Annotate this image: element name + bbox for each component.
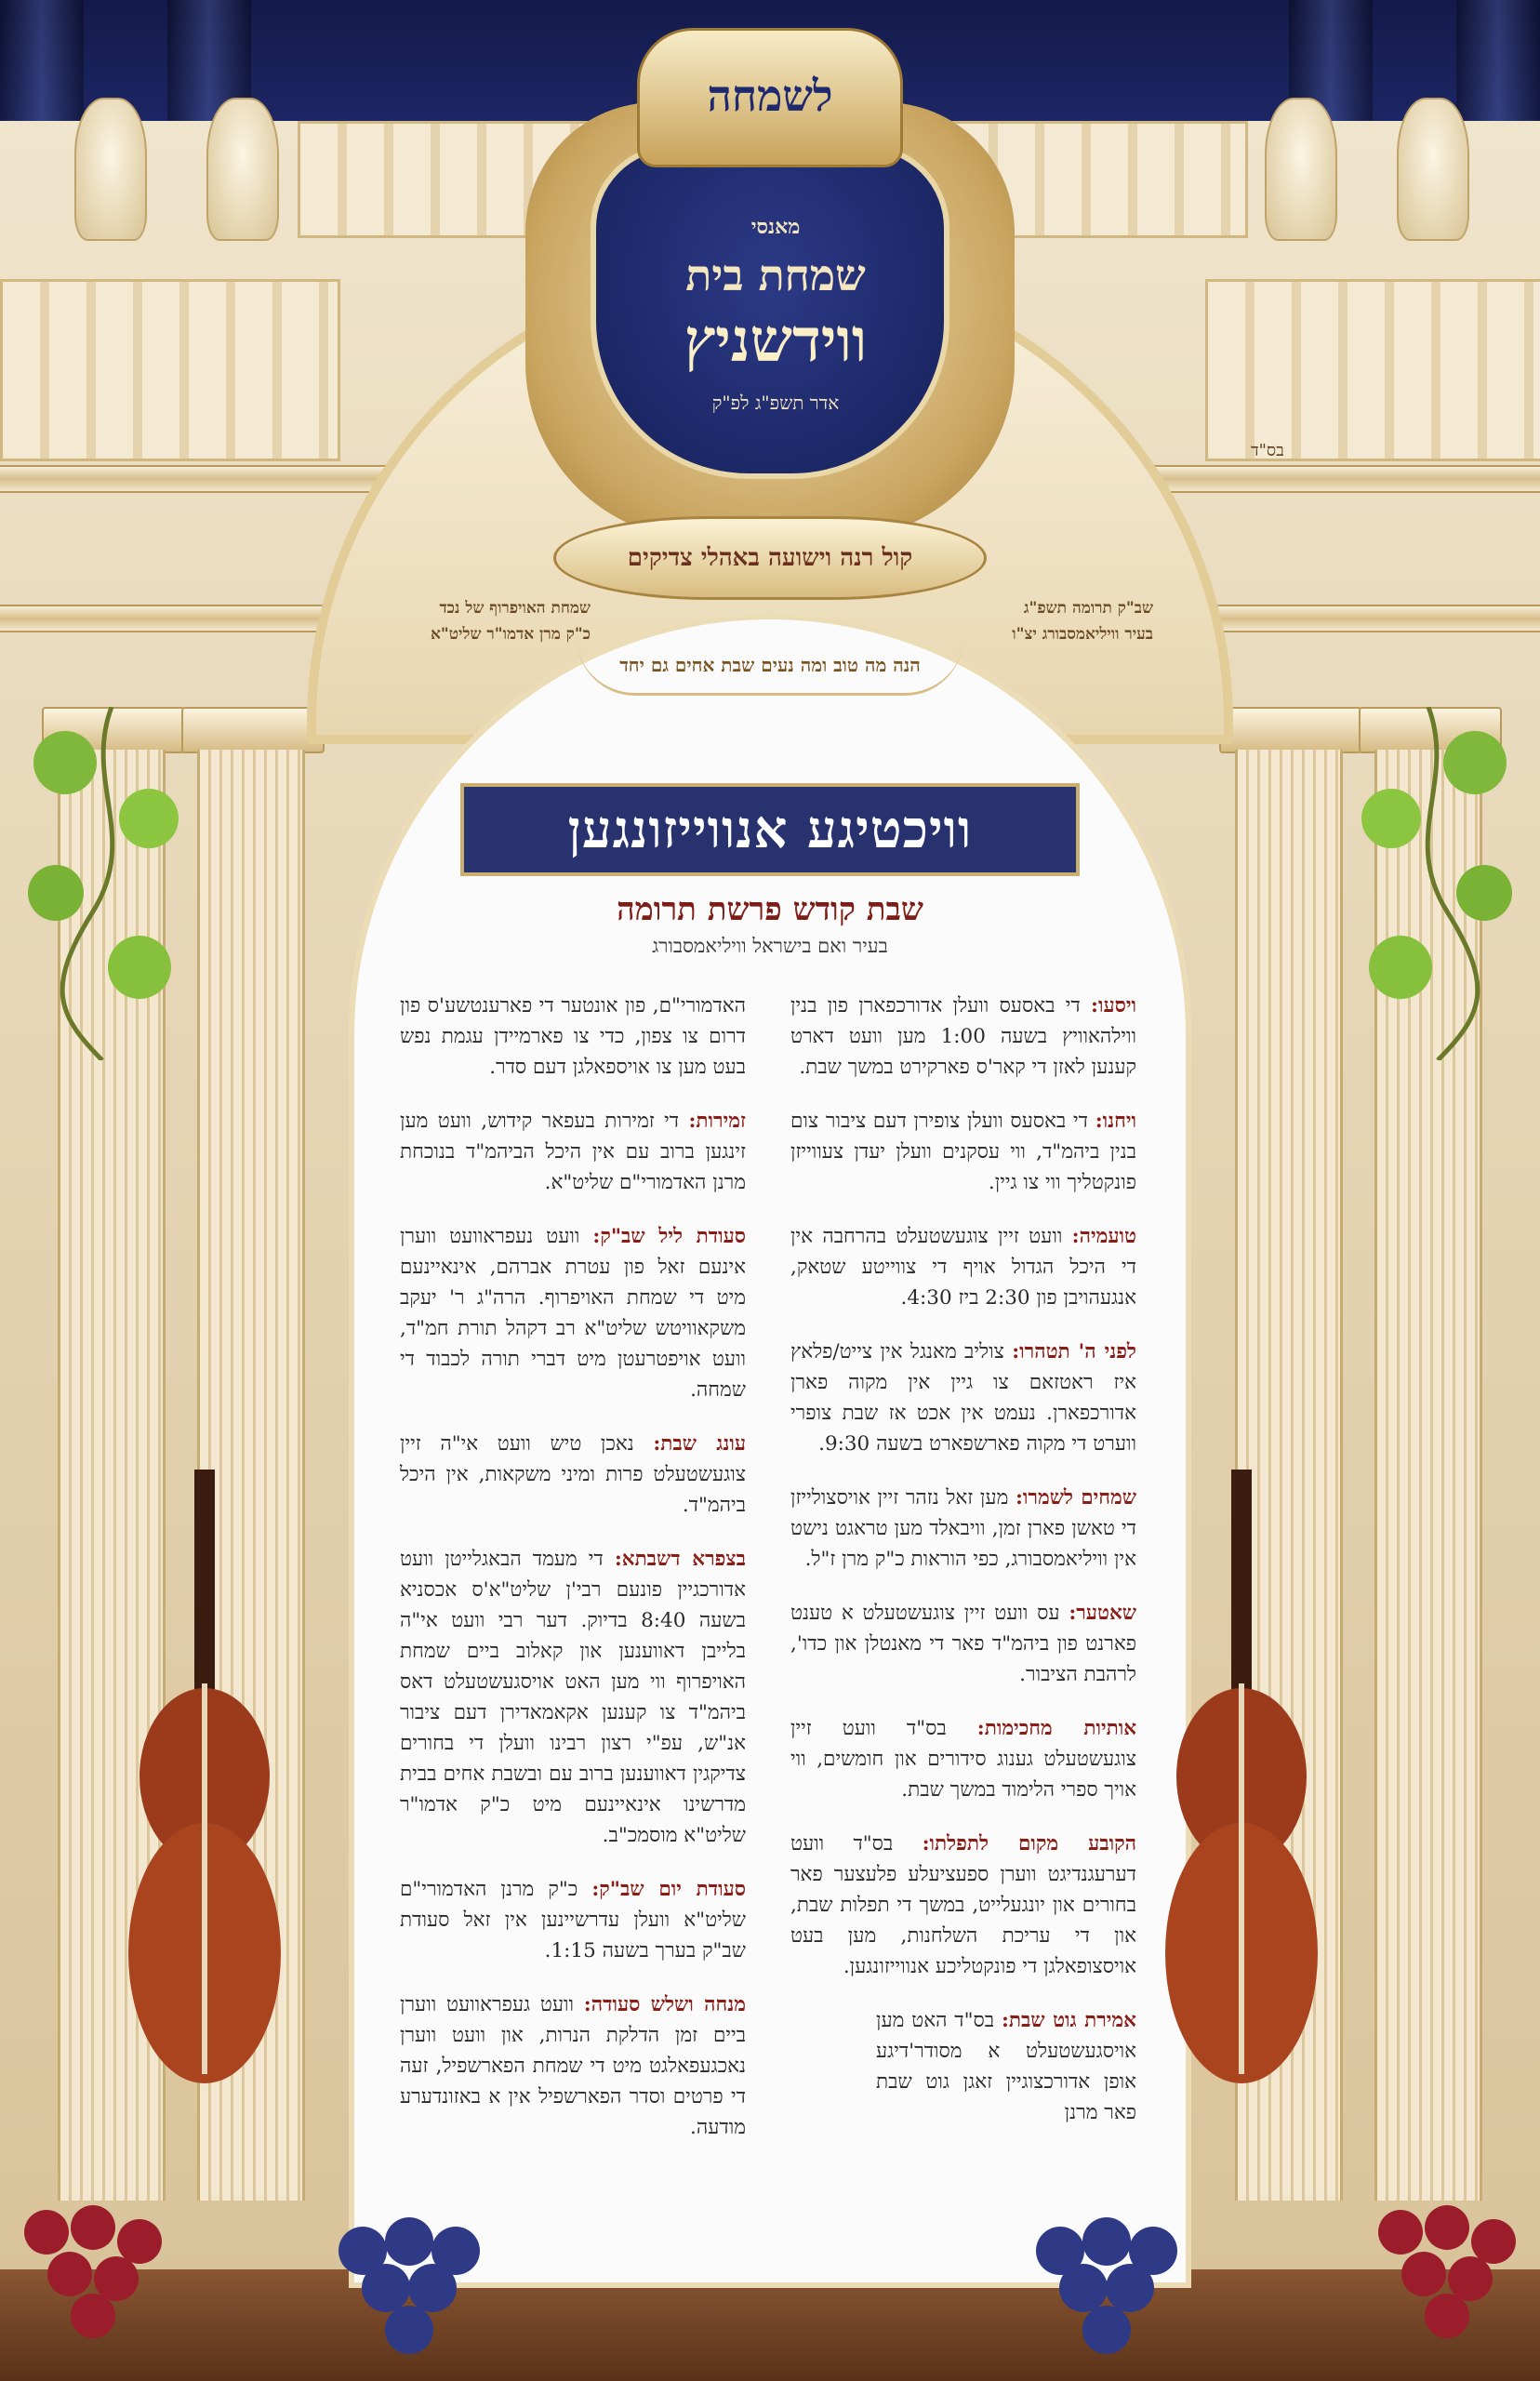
side-note-left (377, 595, 591, 647)
urn-ornament (1265, 98, 1337, 241)
notice-paragraph (876, 2005, 1136, 2128)
motto-banner: הנה מה טוב ומה נעים שבת אחים גם יחד (577, 637, 963, 696)
notice-text: וועט געפראוועט ווערן ביים זמן הדלקת הנרות, און וועט ווערן נאכגעפאלגט מיט די שמחת הפארשפיל, זעה די פרטים וסדר הפארשפיל אין א באזונדערע מודעה. (400, 1993, 746, 2139)
notice-text: נאכן טיש וועט אי"ה זיין צוגעשטעלט פרות ומיני משקאות, אין היכל ביהמ"ד. (400, 1432, 746, 1517)
notice-text: עס וועט זיין צוגעשטעלט א טענט פארנט פון ביהמ"ד פאר די מאנטלן און כדו', לרהבת הציבור. (790, 1602, 1136, 1686)
subtitle: שבת קודש פרשת תרומה (617, 891, 923, 928)
notice-label: אותיות מחכימות: (976, 1717, 1136, 1740)
notice-text: וועט נעפראוועט ווערן אינעם זאל פון עטרת אברהם, אינאיינעם מיט די שמחת האויפרוף. הרה"ג ר' יעקב משקאוויטש שליט"א רב דקהל תורת חמ"ד, וועט אויפטרעטן מיט דברי תורה לכבוד די שמחה. (400, 1225, 746, 1402)
notice-paragraph (790, 1106, 1136, 1198)
crest-line2: ווידשניץ (684, 306, 868, 376)
notice-label: טועמיה: (1071, 1225, 1136, 1248)
notice-label: שמחים לשמרו: (1015, 1486, 1136, 1510)
side-note-right-line2: בעיר וויליאמסבורג יצ"ו (1012, 625, 1153, 644)
bsd-mark: בס"ד (1251, 441, 1284, 460)
notice-paragraph (400, 1544, 746, 1851)
urn-ornament (1397, 98, 1469, 241)
notice-paragraph (790, 991, 1136, 1083)
notice-paragraph (400, 1874, 746, 1966)
notice-text: די מעמד הבאגלייטן וועט אדורכגיין פונעם רבי'ן שליט"א'ס אכסניא בשעה 8:40 בדיוק. דער רבי וועט אי"ה בלייבן דאווענען און קאלוב ביים שמחת האויפרוף ווי מען האט אויסגעשטעלט דאס ביהמ"ד צו קענען אקאמאדירן דעם ציבור אנ"ש, עפ"י רצון רבינו וועלן די בחורים צדיקגין דאווענען ברוב עם ובשבת אחים בבית מדרשינו אינאיינעם מיט כ"ק אדמו"ר שליט"א מוסמכ"ב. (400, 1548, 746, 1847)
crest-ribbon (553, 516, 987, 600)
notice-paragraph (400, 1429, 746, 1521)
grapes-blue-left (307, 2195, 530, 2372)
notice-paragraph (790, 1221, 1136, 1313)
left-column (400, 991, 746, 2166)
notice-paragraph (400, 1106, 746, 1198)
notice-text: צוליב מאנגל אין צייט/פלאץ איז ראטזאם צו גיין אין מקוה פארן אדורכפארן. נעמט אין אכט אז שבת צופרי ווערט די מקוה פארשפארט בשעה 9:30. (790, 1340, 1136, 1456)
notice-label: ויחנו: (1095, 1110, 1136, 1133)
notice-text: וועט זיין צוגעשטעלט בהרחבה אין די היכל הגדול אויף די צווייטע שטאק, אנגעהויבן פון 2:30 ביז 4:30. (790, 1225, 1136, 1310)
crest-inner-shield (591, 144, 949, 479)
notice-paragraph (400, 1989, 746, 2143)
crest (525, 28, 1015, 623)
violin-right (1162, 1470, 1321, 2102)
grape-vine-right (1326, 707, 1540, 1060)
side-note-left-line2: כ"ק מרן אדמו"ר שליט"א (431, 625, 591, 644)
left-balustrade (0, 279, 340, 461)
notice-text: האדמורי"ם, פון אונטער די פארענטשע'ס פון דרום צו צפון, כדי צו פארמיידן עגמת נפש בעט מען צו אויספאלגן דעם סדר. (400, 994, 746, 1079)
notice-text: די זמירות בעפאר קידוש, וועט מען זינגען ברוב עם אין היכל הביהמ"ד בנוכחת מרנן האדמורי"ם שליט"א. (400, 1110, 746, 1194)
notice-label: עונג שבת: (653, 1432, 747, 1456)
right-column (790, 991, 1136, 2151)
crest-date: אדר תשפ"ג לפ"ק (711, 392, 840, 414)
notice-label: שאטער: (1069, 1602, 1136, 1625)
location-line: בעיר ואם בישראל וויליאמסבורג (652, 935, 888, 957)
notice-paragraph (790, 1483, 1136, 1575)
notice-label: בצפרא דשבתא: (614, 1548, 746, 1571)
grape-vine-left (0, 707, 214, 1060)
violin-left (126, 1470, 284, 2102)
crest-crown (637, 28, 903, 167)
notice-text: כ"ק מרנן האדמורי"ם שליט"א וועלן עדרשיינען אין זאל סעודת שב"ק בערך בשעה 1:15. (400, 1878, 746, 1962)
crest-line1: שמחת בית (685, 250, 866, 300)
grapes-blue-right (1004, 2195, 1228, 2372)
crest-top-text: מאנסי (750, 215, 801, 239)
notice-label: זמירות: (688, 1110, 746, 1133)
grapes-red-left (0, 2176, 223, 2353)
notice-label: ויסעו: (1091, 994, 1137, 1018)
notice-paragraph (400, 1221, 746, 1405)
right-balustrade (1205, 279, 1540, 461)
notice-label: מנחה ושלש סעודה: (583, 1993, 746, 2016)
notice-label: אמירת גוט שבת: (1001, 2009, 1136, 2032)
notice-paragraph (790, 1713, 1136, 1805)
title-banner (460, 783, 1080, 876)
grapes-red-right (1317, 2176, 1540, 2353)
notice-text: בס"ד וועט דערעגנדיגט ווערן ספעציעלע פלעצער פאר בחורים און יונגעלייט, במשך די תפלות שבת, און די עריכת השלחנות, מען בעט אויסצופאלגן די פונקטליכע אנווייזונגען. (790, 1832, 1136, 1978)
side-note-right-line1: שב"ק תרומה תשפ"ג (1023, 599, 1153, 618)
notice-paragraph (400, 991, 746, 1083)
notice-text: די באסעס וועלן צופירן דעם ציבור צום בנין ביהמ"ד, ווי עסקנים וועלן יעדן צעווייזן פונקטליך ווי צו גיין. (790, 1110, 1136, 1194)
notice-paragraph (790, 1337, 1136, 1459)
notice-label: לפני ה' תטהרו: (1012, 1340, 1136, 1363)
notice-text: מען זאל נזהר זיין אויסצולייזן די טאשן פארן זמן, וויבאלד מען טראגט נישט אין וויליאמסבורג, כפי הוראות כ"ק מרן ז"ל. (790, 1486, 1136, 1571)
urn-ornament (206, 98, 279, 241)
urn-ornament (74, 98, 147, 241)
side-note-left-line1: שמחת האויפרוף של נכד (439, 599, 591, 618)
side-note-right (939, 595, 1153, 647)
crown-text: לשמחה (707, 71, 833, 121)
notice-text: בס"ד וועט זיין צוגעשטעלט גענוג סידורים און חומשים, ווי אויך ספרי הלימוד במשך שבת. (790, 1717, 1136, 1802)
notice-text: בס"ד האט מען אויסגעשטעלט א מסודר'דיגע אופן אדורכצוגיין זאגן גוט שבת פאר מרנן (876, 2009, 1136, 2124)
notice-label: הקובע מקום לתפלתו: (922, 1832, 1137, 1856)
notice-label: סעודת יום שב"ק: (591, 1878, 746, 1901)
notice-text: די באסעס וועלן אדורכפארן פון בנין ווילהאוויץ בשעה 1:00 מען וועט דארט קענען לאזן די קאר'ס פארקירט במשך שבת. (790, 994, 1136, 1079)
notice-paragraph (790, 1598, 1136, 1690)
page-title: וויכטיגע אנווייזונגען (567, 799, 973, 860)
notice-label: סעודת ליל שב"ק: (592, 1225, 746, 1248)
ribbon-text: קול רנה וישועה באהלי צדיקים (627, 544, 913, 572)
notice-paragraph (790, 1829, 1136, 1982)
